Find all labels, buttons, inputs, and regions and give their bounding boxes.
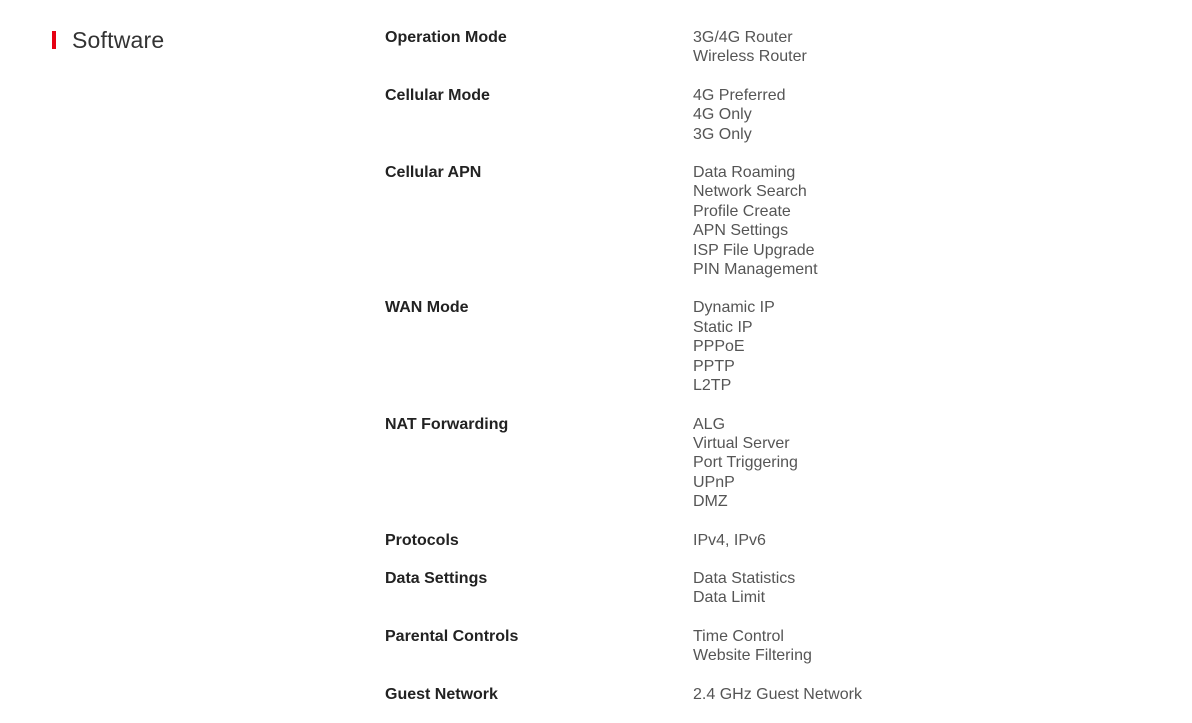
spec-value: Wireless Router	[693, 48, 807, 66]
spec-values	[693, 86, 785, 144]
spec-row	[385, 163, 1085, 279]
spec-value: ISP File Upgrade	[693, 241, 815, 259]
spec-label: Parental Controls	[385, 627, 519, 645]
spec-row	[385, 298, 1085, 395]
spec-values	[693, 163, 818, 279]
spec-value: Static IP	[693, 318, 753, 336]
spec-values	[693, 685, 862, 704]
spec-row	[385, 569, 1085, 608]
spec-value: UPnP	[693, 473, 735, 491]
spec-value: APN Settings	[693, 222, 789, 240]
spec-value: 2.4 GHz Guest Network	[693, 685, 862, 703]
spec-label: Protocols	[385, 531, 459, 549]
section-heading	[52, 26, 164, 54]
spec-value: L2TP	[693, 377, 732, 395]
spec-label: Cellular APN	[385, 164, 482, 182]
spec-value: Network Search	[693, 183, 807, 201]
spec-value: Data Statistics	[693, 569, 796, 587]
spec-label: WAN Mode	[385, 299, 469, 317]
spec-row	[385, 86, 1085, 144]
spec-label: Cellular Mode	[385, 86, 490, 104]
spec-value: Time Control	[693, 627, 784, 645]
spec-value: Port Triggering	[693, 454, 798, 472]
spec-value: Data Limit	[693, 589, 766, 607]
spec-list	[385, 28, 1085, 723]
spec-row	[385, 685, 1085, 704]
spec-values	[693, 28, 807, 67]
spec-value: Virtual Server	[693, 434, 790, 452]
spec-value: PPPoE	[693, 338, 745, 356]
section-title: Software	[72, 27, 165, 53]
spec-values	[693, 298, 775, 395]
spec-row	[385, 627, 1085, 666]
spec-label: Guest Network	[385, 685, 498, 703]
spec-row	[385, 415, 1085, 512]
spec-value: Dynamic IP	[693, 299, 775, 317]
spec-value: Data Roaming	[693, 164, 796, 182]
spec-value: DMZ	[693, 493, 728, 511]
spec-value: 3G Only	[693, 125, 752, 143]
spec-values	[693, 415, 798, 512]
spec-value: 3G/4G Router	[693, 29, 793, 46]
spec-value: PIN Management	[693, 261, 818, 279]
spec-value: Profile Create	[693, 202, 791, 220]
spec-label: Operation Mode	[385, 29, 507, 46]
spec-value: IPv4, IPv6	[693, 531, 766, 549]
spec-value: Website Filtering	[693, 647, 812, 665]
spec-values	[693, 569, 795, 608]
spec-value: PPTP	[693, 357, 735, 375]
spec-label: NAT Forwarding	[385, 415, 509, 433]
spec-values	[693, 531, 766, 550]
spec-label: Data Settings	[385, 569, 488, 587]
spec-value: ALG	[693, 415, 726, 433]
spec-values	[693, 627, 812, 666]
spec-value: 4G Preferred	[693, 86, 786, 104]
section-accent-bar	[52, 31, 56, 49]
spec-row	[385, 531, 1085, 550]
spec-row	[385, 28, 1085, 67]
spec-value: 4G Only	[693, 106, 752, 124]
